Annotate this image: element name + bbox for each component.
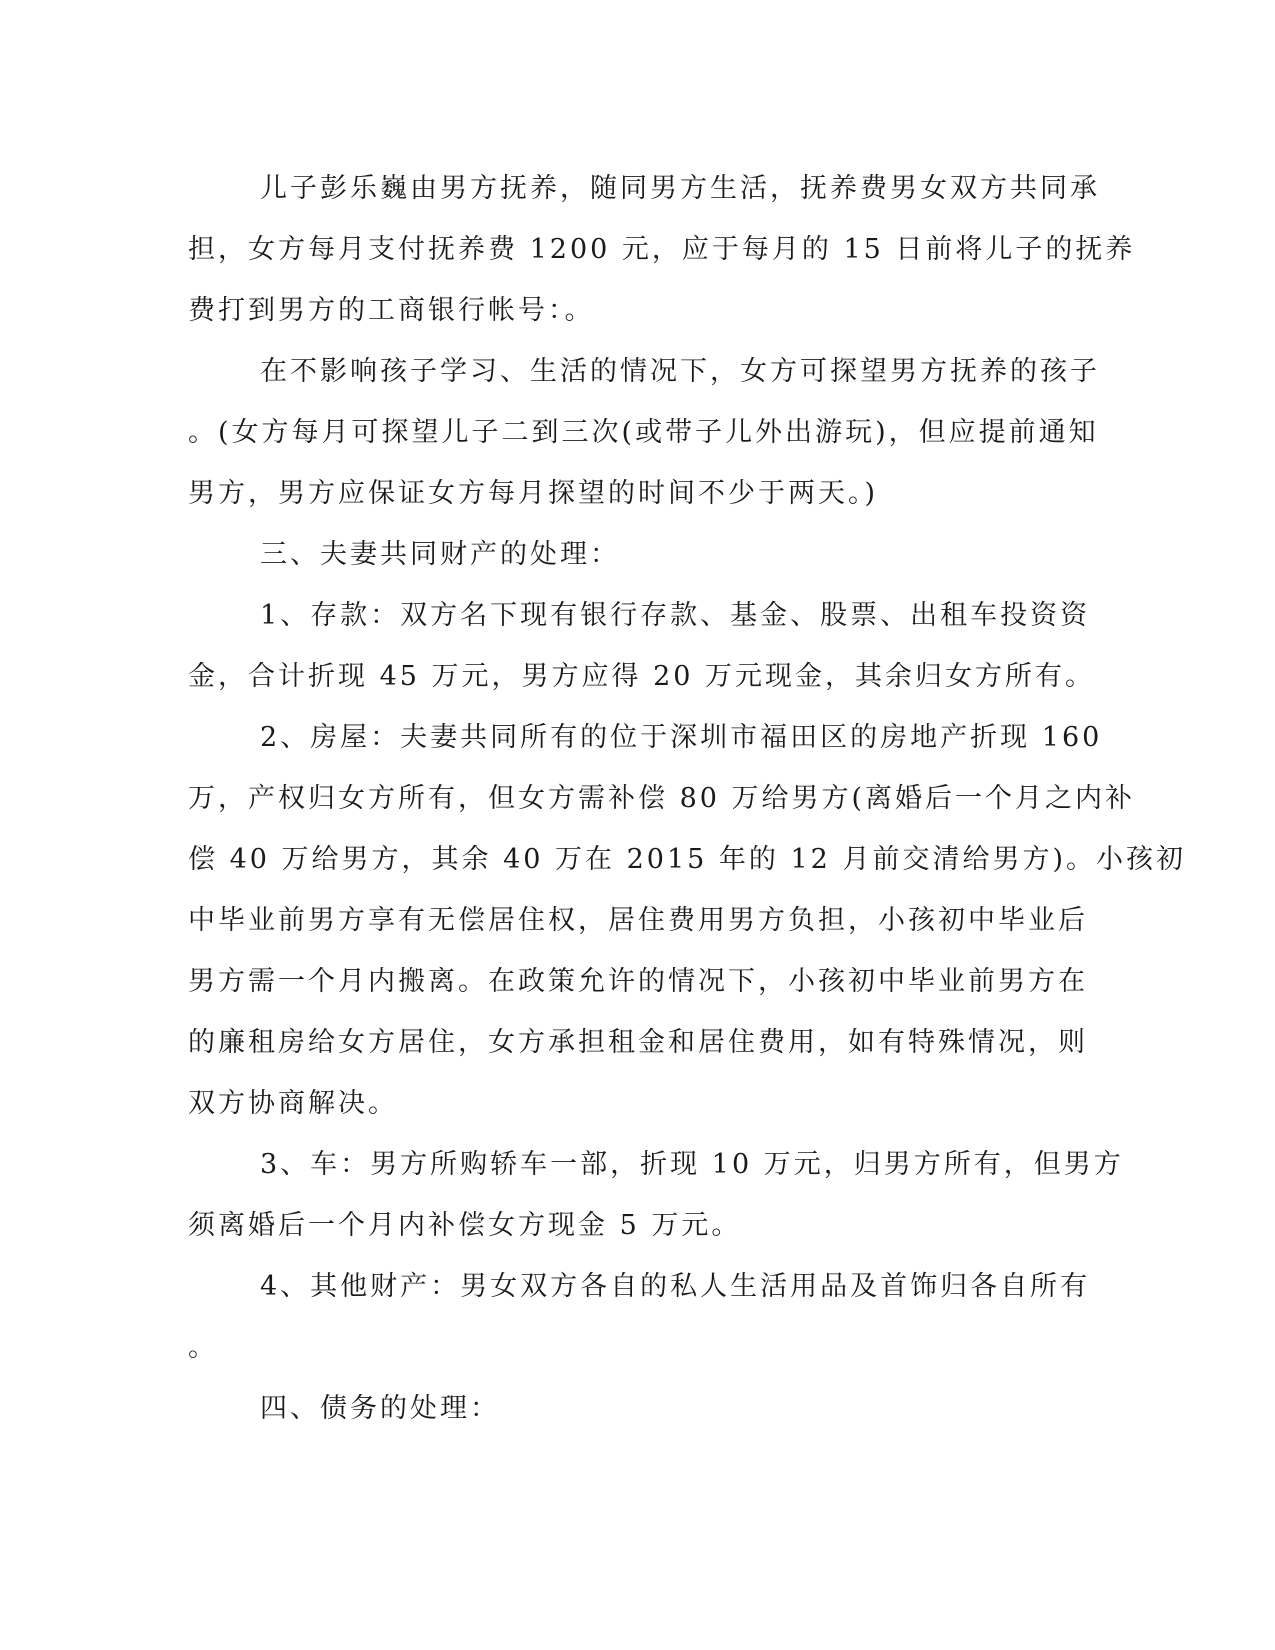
text-line-20: 。 (188, 1332, 218, 1363)
text-line-11: 万，产权归女方所有，但女方需补偿 80 万给男方(离婚后一个月之内补 (188, 783, 1136, 814)
text-line-17: 3、车：男方所购轿车一部，折现 10 万元，归男方所有，但男方 (260, 1149, 1124, 1180)
section-heading-4: 四、债务的处理： (260, 1393, 500, 1424)
text-line-1: 儿子彭乐巍由男方抚养，随同男方生活，抚养费男女双方共同承 (260, 173, 1100, 204)
text-line-12: 偿 40 万给男方，其余 40 万在 2015 年的 12 月前交清给男方)。小孩初 (188, 844, 1186, 875)
text-line-15: 的廉租房给女方居住，女方承担租金和居住费用，如有特殊情况，则 (188, 1027, 1088, 1058)
text-line-16: 双方协商解决。 (188, 1088, 398, 1119)
text-line-18: 须离婚后一个月内补偿女方现金 5 万元。 (188, 1210, 742, 1241)
text-line-8: 1、存款：双方名下现有银行存款、基金、股票、出租车投资资 (260, 600, 1091, 631)
text-line-9: 金，合计折现 45 万元，男方应得 20 万元现金，其余归女方所有。 (188, 661, 1096, 692)
text-line-19: 4、其他财产：男女双方各自的私人生活用品及首饰归各自所有 (260, 1271, 1091, 1302)
text-line-2: 担，女方每月支付抚养费 1200 元，应于每月的 15 日前将儿子的抚养 (188, 234, 1136, 265)
text-line-5: 。(女方每月可探望儿子二到三次(或带子儿外出游玩)，但应提前通知 (188, 417, 1099, 448)
document-body (188, 158, 1186, 1439)
section-heading-3: 三、夫妻共同财产的处理： (260, 539, 620, 570)
text-line-4: 在不影响孩子学习、生活的情况下，女方可探望男方抚养的孩子 (260, 356, 1100, 387)
text-line-13: 中毕业前男方享有无偿居住权，居住费用男方负担，小孩初中毕业后 (188, 905, 1088, 936)
text-line-6: 男方，男方应保证女方每月探望的时间不少于两天。) (188, 478, 879, 509)
text-line-10: 2、房屋：夫妻共同所有的位于深圳市福田区的房地产折现 160 (260, 722, 1103, 753)
text-line-3: 费打到男方的工商银行帐号：。 (188, 295, 595, 326)
text-line-14: 男方需一个月内搬离。在政策允许的情况下，小孩初中毕业前男方在 (188, 966, 1088, 997)
